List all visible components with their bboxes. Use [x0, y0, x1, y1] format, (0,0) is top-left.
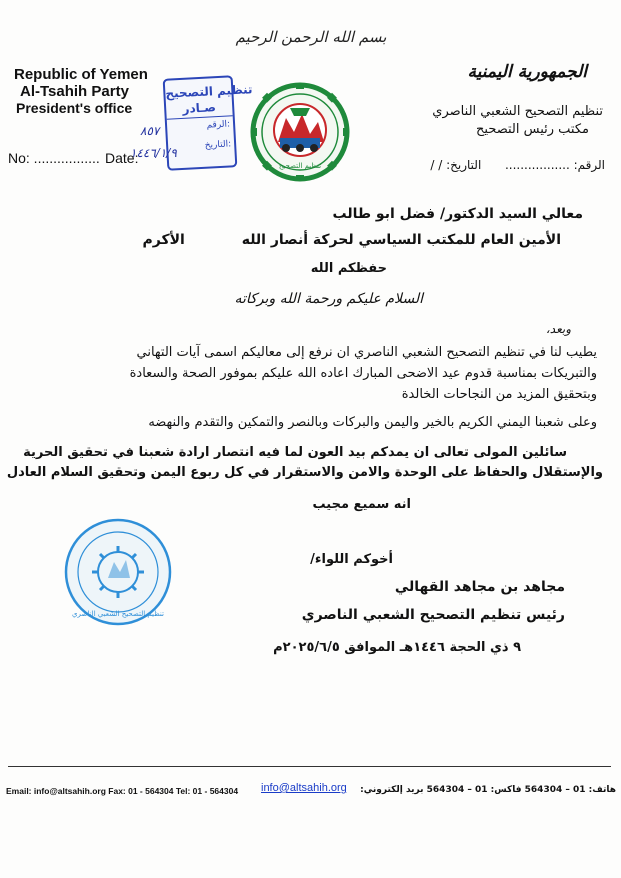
closing-prayer: انه سميع مجيب — [312, 497, 411, 512]
blessing: حفظكم الله — [310, 261, 387, 276]
addressee-title: الأمين العام للمكتب السياسي لحركة أنصار الله — [241, 232, 561, 248]
logo-caption: تنظيم التصحيح — [278, 162, 322, 170]
signatory-title: رئيس تنظيم التصحيح الشعبي الناصري — [301, 607, 565, 623]
paragraph-3 — [6, 443, 603, 483]
stamp-number-handwritten: ٨٥٧ — [140, 124, 160, 138]
stamp-number-label: الرقم: — [206, 119, 231, 131]
official-round-seal — [62, 516, 174, 628]
stamp-outgoing-text: صـادر — [166, 99, 233, 119]
footer-divider — [8, 766, 611, 767]
signature-block — [161, 552, 581, 655]
paragraph-1 — [23, 342, 597, 405]
office-english: President's office — [16, 100, 133, 116]
stamp-date-handwritten: ١٤٤٦/١/٩ — [130, 146, 177, 160]
footer-email-link[interactable]: info@altsahih.org — [261, 782, 347, 794]
footer-contact-arabic: هاتف: 01 – 564304 فاكس: 01 – 564304 بريد إلكتروني: — [360, 785, 616, 795]
letter-body — [6, 206, 603, 512]
paragraph-1-line: وبتحقيق المزيد من النجاحات الخالدة — [401, 387, 597, 402]
republic-arabic: الجمهورية اليمنية — [467, 62, 587, 82]
paragraph-1-line: والتبريكات بمناسبة قدوم عيد الاضحى المبارك اعاده الله عليكم بموفور الصحة والسعادة — [129, 366, 597, 381]
paragraph-2: وعلى شعبنا اليمني الكريم بالخير واليمن والبركات وبالنصر والتمكين والتقدم والنهضه — [148, 415, 597, 430]
addressee-name: معالي السيد الدكتور/ فضل ابو طالب — [332, 206, 583, 222]
paragraph-1-line: يطيب لنا في تنظيم التصحيح الشعبي الناصري ان نرفع إلى معاليكم اسمى آيات التهاني — [136, 345, 597, 360]
paragraph-3-line: والإستقلال والحفاظ على الوحدة والامن والاستقرار في كل ربوع اليمن وتحقيق السلام العادل — [6, 465, 603, 480]
signature-brother: أخوكم اللواء/ — [310, 552, 393, 567]
greeting: السلام عليكم ورحمة الله وبركاته — [234, 291, 423, 307]
republic-english: Republic of Yemen — [14, 66, 148, 83]
basmala: بسم الله الرحمن الرحيم — [235, 28, 387, 46]
number-field-english: No: ................. — [8, 150, 100, 166]
stamp-date-label: التاريخ: — [204, 139, 232, 151]
date-field-arabic: التاريخ: / / — [430, 158, 482, 172]
letter-date: ٩ ذي الحجة ١٤٤٦هـ الموافق ٢٠٢٥/٦/٥م — [273, 640, 521, 655]
after-greeting: وبعد، — [545, 322, 571, 336]
seal-text: تنظيم التصحيح الشعبي الناصري — [72, 610, 164, 618]
party-logo-emblem — [250, 82, 350, 182]
paragraph-3-line: سائلين المولى تعالى ان يمدكم بيد العون لما فيه انتصار ارادة شعبنا في تحقيق الحرية — [23, 445, 567, 460]
footer-contact-english: Email: info@altsahih.org Fax: 01 - 564304 Tel: 01 - 564304 — [6, 786, 239, 796]
reference-field: الرقم: ................. — [504, 158, 605, 172]
stamp-org-text: تنظيم التصحيح — [165, 82, 253, 101]
signatory-name: مجاهد بن مجاهد القهالي — [394, 579, 565, 595]
arabic-letterhead — [392, 62, 607, 137]
office-arabic: مكتب رئيس التصحيح — [476, 122, 589, 137]
organization-arabic: تنظيم التصحيح الشعبي الناصري — [432, 104, 603, 119]
date-field-english: Date: — [105, 150, 139, 166]
reference-date-field-arabic — [430, 158, 605, 172]
party-english: Al-Tsahih Party — [20, 83, 129, 100]
addressee-title-line — [23, 232, 583, 248]
addressee-honorific: الأكرم — [142, 232, 185, 248]
